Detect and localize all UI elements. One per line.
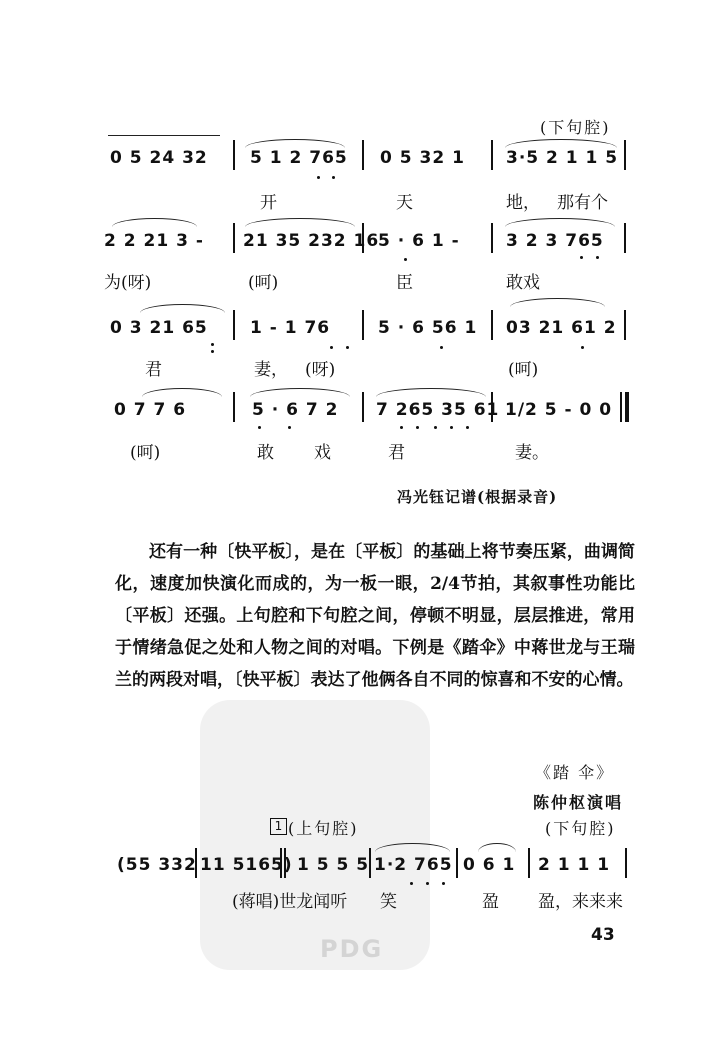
dot <box>211 350 214 353</box>
measure-r3-m1: 0 3 21 65 <box>110 318 208 338</box>
barline <box>456 848 458 878</box>
measure-r2-m4: 3 2 3 765 <box>506 231 604 251</box>
measure-s2-m2: 11 5165) <box>200 855 293 875</box>
slur <box>478 843 516 852</box>
dot <box>442 882 445 885</box>
lyric-r3-2: 妻， <box>254 360 288 380</box>
barline <box>362 140 364 170</box>
measure-r4-m4: 1/2 5 - 0 0 <box>505 400 613 420</box>
measure-s2-m5: 0 6 1 <box>463 855 516 875</box>
lyric-r1-2: 天 <box>396 193 413 213</box>
slur <box>250 388 350 397</box>
barline <box>491 140 493 170</box>
measure-s2-m6: 2 1 1 1 <box>538 855 611 875</box>
measure-r1-m2: 5 1 2 765 <box>250 148 348 168</box>
dot <box>400 426 403 429</box>
score2-performer: 陈仲枢演唱 <box>533 793 624 812</box>
slur <box>245 139 345 148</box>
measure-r2-m2: 21 35 232 16 <box>243 231 380 251</box>
slur <box>108 135 220 136</box>
score2-label-lower: (下句腔) <box>545 819 616 838</box>
slur <box>140 304 225 313</box>
barline <box>233 140 235 170</box>
lyric-r3-1: 君 <box>145 360 162 380</box>
dot <box>330 346 333 349</box>
lyric-r2-1: 为(呀) <box>104 273 152 293</box>
slur <box>505 139 617 148</box>
measure-r4-m2: 5 · 6 7 2 <box>252 400 339 420</box>
dot <box>288 426 291 429</box>
score2-label-upper: (上句腔) <box>288 819 359 838</box>
slur <box>245 218 355 227</box>
barline <box>491 223 493 253</box>
dot <box>211 343 214 346</box>
barline <box>195 848 197 878</box>
measure-r2-m1: 2 2 21 3 - <box>104 231 204 251</box>
barline <box>362 223 364 253</box>
measure-s2-m3: 1 5 5 5 <box>297 855 370 875</box>
dot <box>450 426 453 429</box>
barline <box>233 392 235 422</box>
dot <box>434 426 437 429</box>
dot <box>317 176 320 179</box>
lyric-r4-5: 妻。 <box>515 443 549 463</box>
dot <box>466 426 469 429</box>
measure-r1-m1: 0 5 24 32 <box>110 148 208 168</box>
barline <box>624 310 626 340</box>
body-paragraph: 还有一种〔快平板〕，是在〔平板〕的基础上将节奏压紧，曲调简化，速度加快演化而成的，为一板一眼，2/4节拍，其叙事性功能比〔平板〕还强。上句腔和下句腔之间，停顿不明显，层层推进，常用于情绪急促之处和人物之间的对唱。下例是《踏伞》中蒋世龙与王瑞兰的两段对唱，〔快平板〕表达了他俩各自不同的惊喜和不安的心情。 <box>115 542 635 690</box>
lyric-s2-4: 盈，来来来 <box>538 892 623 912</box>
barline <box>624 223 626 253</box>
measure-r3-m3: 5 · 6 56 1 <box>378 318 478 338</box>
lyric-r2-2: (呵) <box>248 273 279 293</box>
dot <box>580 256 583 259</box>
watermark-text: PDG <box>320 935 384 963</box>
barline <box>362 310 364 340</box>
barline <box>624 140 626 170</box>
lyric-r4-2: 敢 <box>257 443 274 463</box>
page-number: 43 <box>591 925 615 945</box>
lyric-s2-1: (蒋唱)世龙闻听 <box>232 892 348 912</box>
lyric-r1-4: 那有个 <box>557 193 608 213</box>
lyric-s2-3: 盈 <box>482 892 499 912</box>
lyric-r4-1: (呵) <box>130 443 161 463</box>
measure-s2-m1: (55 332 <box>117 855 197 875</box>
barline <box>625 848 627 878</box>
dot <box>332 176 335 179</box>
lyric-r3-3: (呀) <box>305 360 336 380</box>
final-barline-thin <box>620 392 622 422</box>
lyric-r1-1: 开 <box>260 193 277 213</box>
measure-r4-m1: 0 7 7 6 <box>114 400 187 420</box>
dot <box>346 346 349 349</box>
score2-title: 《踏 伞》 <box>535 763 615 782</box>
measure-r3-m4: 03 21 61 2 <box>506 318 617 338</box>
barline <box>233 223 235 253</box>
dot <box>596 256 599 259</box>
barline <box>233 310 235 340</box>
section-marker-box: 1 <box>270 818 287 835</box>
slur <box>505 218 615 227</box>
lyric-s2-2: 笑 <box>380 892 397 912</box>
measure-s2-m4: 1·2 765 <box>374 855 453 875</box>
score1-credit: 冯光钰记谱(根据录音) <box>397 488 558 506</box>
measure-r2-m3: 5 · 6 1 - <box>378 231 460 251</box>
slur <box>510 298 605 307</box>
slur <box>376 388 486 397</box>
measure-r4-m3: 7 265 35 61 <box>376 400 500 420</box>
slur <box>142 388 222 397</box>
dot <box>440 346 443 349</box>
lyric-r4-3: 戏 <box>314 443 331 463</box>
barline <box>491 310 493 340</box>
barline <box>280 848 282 878</box>
slur <box>112 218 197 227</box>
dot <box>416 426 419 429</box>
barline <box>362 392 364 422</box>
dot <box>404 258 407 261</box>
dot <box>581 346 584 349</box>
barline <box>528 848 530 878</box>
final-barline-thick <box>625 392 629 422</box>
dot <box>410 882 413 885</box>
measure-r1-m3: 0 5 32 1 <box>380 148 465 168</box>
lyric-r2-3: 臣 <box>396 273 413 293</box>
measure-r1-m4: 3·5 2 1 1 5 <box>506 148 619 168</box>
barline <box>491 392 493 422</box>
lyric-r4-4: 君 <box>388 443 405 463</box>
lyric-r1-3: 地， <box>506 193 540 213</box>
score1-section-label: (下句腔) <box>540 118 611 137</box>
barline <box>284 848 286 878</box>
measure-r3-m2: 1 - 1 76 <box>250 318 331 338</box>
dot <box>258 426 261 429</box>
lyric-r3-4: (呵) <box>508 360 539 380</box>
lyric-r2-4: 敢戏 <box>506 273 540 293</box>
barline <box>369 848 371 878</box>
dot <box>426 882 429 885</box>
